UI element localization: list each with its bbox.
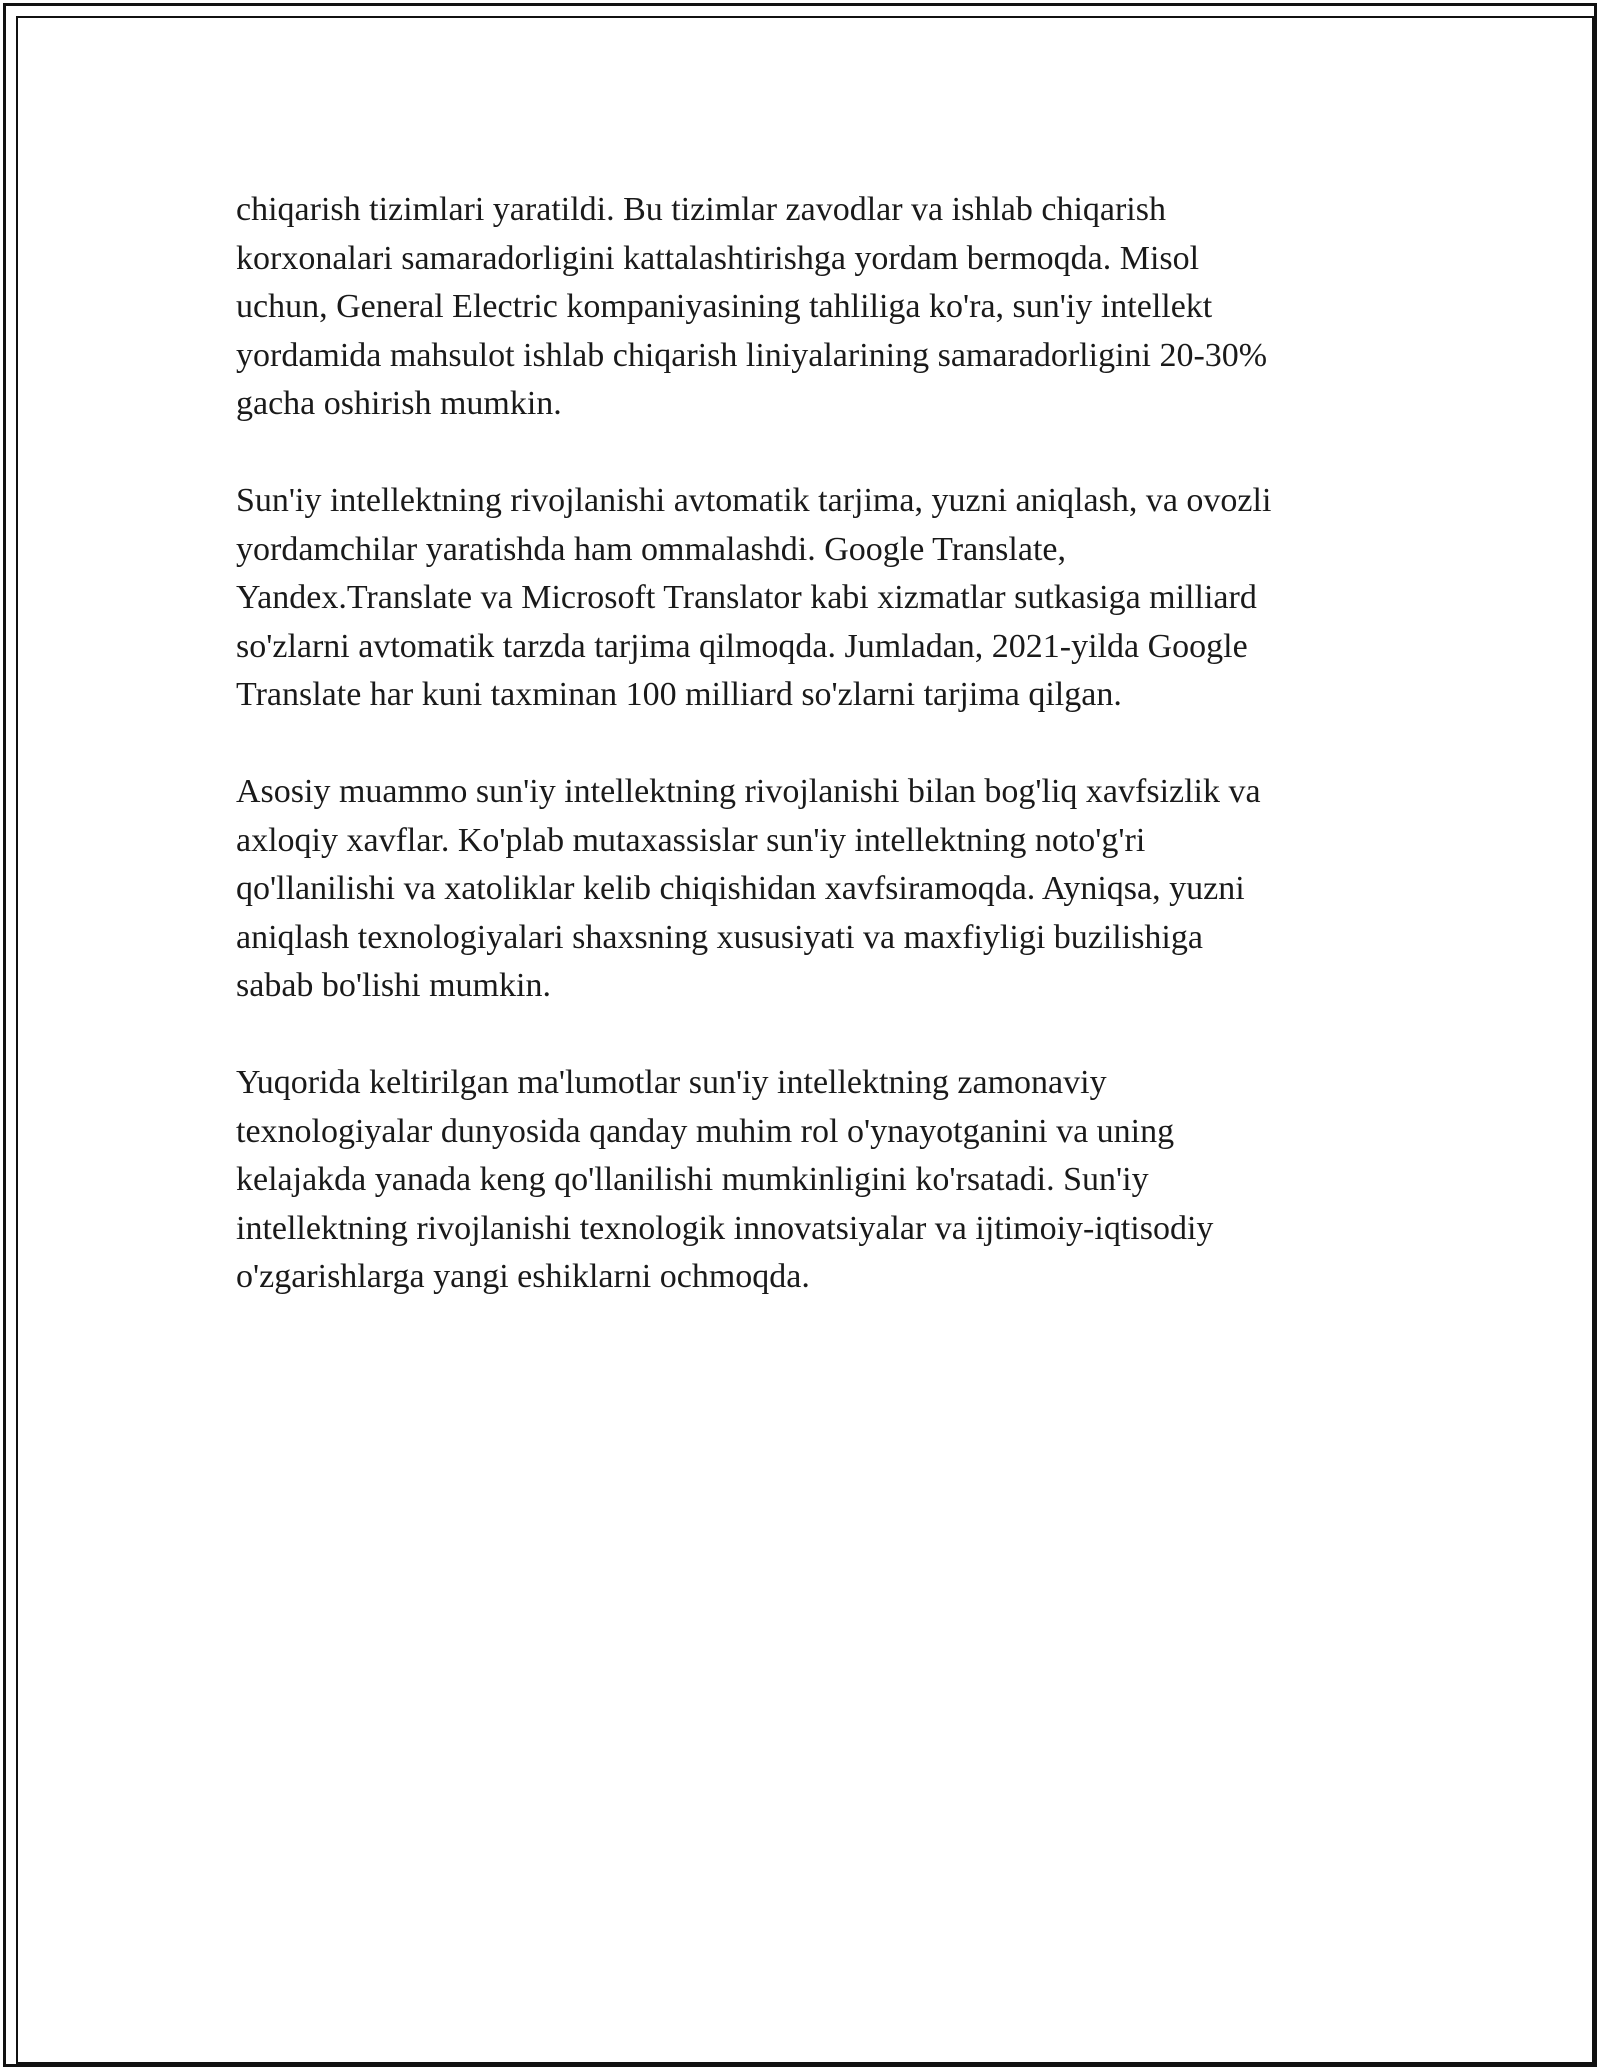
paragraph-manufacturing: chiqarish tizimlari yaratildi. Bu tizimlar zavodlar va ishlab chiqarish korxonalari samaradorligini kattalashtirishga yordam bermoqda. Misol uchun, General Electric kompaniyasining tahliliga ko'ra, sun'iy intellekt yordamida mahsulot ishlab chiqarish liniyalarining samaradorligini 20-30% gacha oshirish mumkin. (236, 191, 1268, 422)
document-body (236, 186, 1366, 1350)
paragraph-translation: Sun'iy intellektning rivojlanishi avtomatik tarjima, yuzni aniqlash, va ovozli yordamchilar yaratishda ham ommalashdi. Google Translate, Yandex.Translate va Microsoft Translator kabi xizmatlar sutkasiga milliard so'zlarni avtomatik tarzda tarjima qilmoqda. Jumladan, 2021-yilda Google Translate har kuni taxminan 100 milliard so'zlarni tarjima qilgan. (236, 482, 1272, 713)
paragraph-risks: Asosiy muammo sun'iy intellektning rivojlanishi bilan bog'liq xavfsizlik va axloqiy xavflar. Ko'plab mutaxassislar sun'iy intellektning noto'g'ri qo'llanilishi va xatoliklar kelib chiqishidan xavfsiramoqda. Ayniqsa, yuzni aniqlash texnologiyalari shaxsning xususiyati va maxfiyligi buzilishiga sabab bo'lishi mumkin. (236, 773, 1261, 1004)
paragraph-conclusion: Yuqorida keltirilgan ma'lumotlar sun'iy intellektning zamonaviy texnologiyalar dunyosida qanday muhim rol o'ynayotganini va uning kelajakda yanada keng qo'llanilishi mumkinligini ko'rsatadi. Sun'iy intellektning rivojlanishi texnologik innovatsiyalar va ijtimoiy-iqtisodiy o'zgarishlarga yangi eshiklarni ochmoqda. (236, 1064, 1214, 1295)
